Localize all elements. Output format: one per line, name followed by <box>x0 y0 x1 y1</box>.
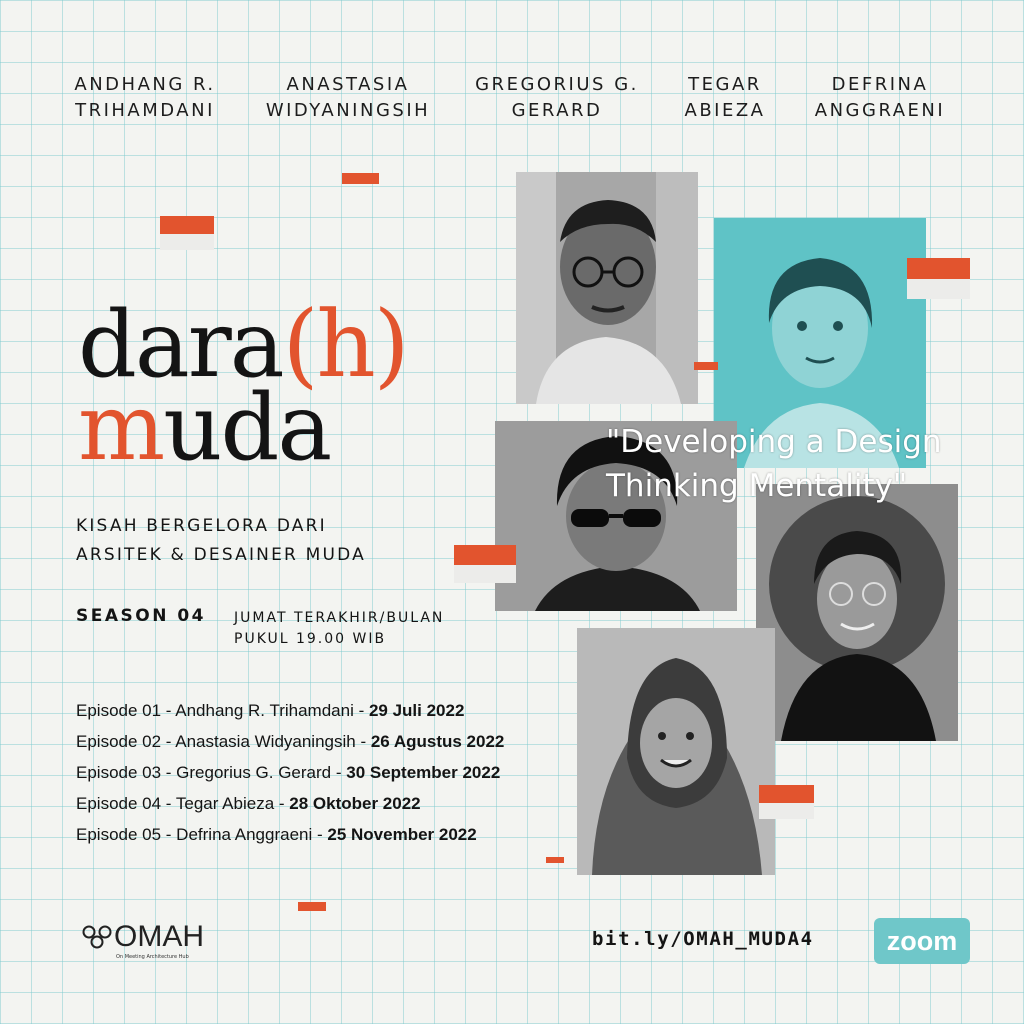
quote: "Developing a Design Thinking Mentality" <box>606 424 942 504</box>
speaker-photo-andhang <box>516 172 698 404</box>
speaker-photo-tegar <box>756 484 958 741</box>
episode-list <box>76 695 504 850</box>
omah-logo-text: OMAH <box>114 920 204 953</box>
decor-bar-light <box>759 803 814 819</box>
season-label: SEASON 04 <box>76 606 207 626</box>
omah-logo <box>80 920 204 960</box>
registration-link[interactable]: bit.ly/OMAH_MUDA4 <box>592 928 814 950</box>
speaker-name-2: ANASTASIA WIDYANINGSIH <box>265 74 431 121</box>
speaker-name-1: ANDHANG R. TRIHAMDANI <box>74 74 216 121</box>
episode-item: Episode 04 - Tegar Abieza - 28 Oktober 2022 <box>76 794 421 813</box>
speaker-name-3: GREGORIUS G. GERARD <box>475 74 639 121</box>
schedule: JUMAT TERAKHIR/BULAN PUKUL 19.00 WIB <box>234 610 445 647</box>
title-line-1: dara(h) <box>78 291 408 398</box>
speaker-name-5: DEFRINA ANGGRAENI <box>814 74 946 121</box>
decor-bar-light <box>907 279 970 299</box>
zoom-badge: zoom <box>874 918 970 964</box>
decor-bar <box>298 902 326 911</box>
episode-item: Episode 05 - Defrina Anggraeni - 25 November 2022 <box>76 825 477 844</box>
episode-item: Episode 02 - Anastasia Widyaningsih - 26 Agustus 2022 <box>76 732 505 751</box>
decor-bar <box>454 545 516 565</box>
episode-item: Episode 01 - Andhang R. Trihamdani - 29 Juli 2022 <box>76 701 465 720</box>
omah-logo-icon <box>80 924 114 950</box>
decor-bar <box>907 258 970 279</box>
omah-tagline: On Meeting Architecture Hub <box>116 954 189 960</box>
title-line-2: muda <box>78 374 331 481</box>
decor-bar-light <box>454 565 516 583</box>
speaker-name-4: TEGAR ABIEZA <box>684 74 766 121</box>
decor-bar <box>759 785 814 803</box>
decor-bar <box>694 362 718 370</box>
decor-bar-light <box>160 234 214 250</box>
subtitle: KISAH BERGELORA DARI ARSITEK & DESAINER MUDA <box>76 516 366 565</box>
speaker-photo-defrina <box>577 628 775 875</box>
decor-bar <box>546 857 564 863</box>
episode-item: Episode 03 - Gregorius G. Gerard - 30 September 2022 <box>76 763 501 782</box>
decor-bar <box>160 216 214 234</box>
decor-bar <box>342 173 379 184</box>
